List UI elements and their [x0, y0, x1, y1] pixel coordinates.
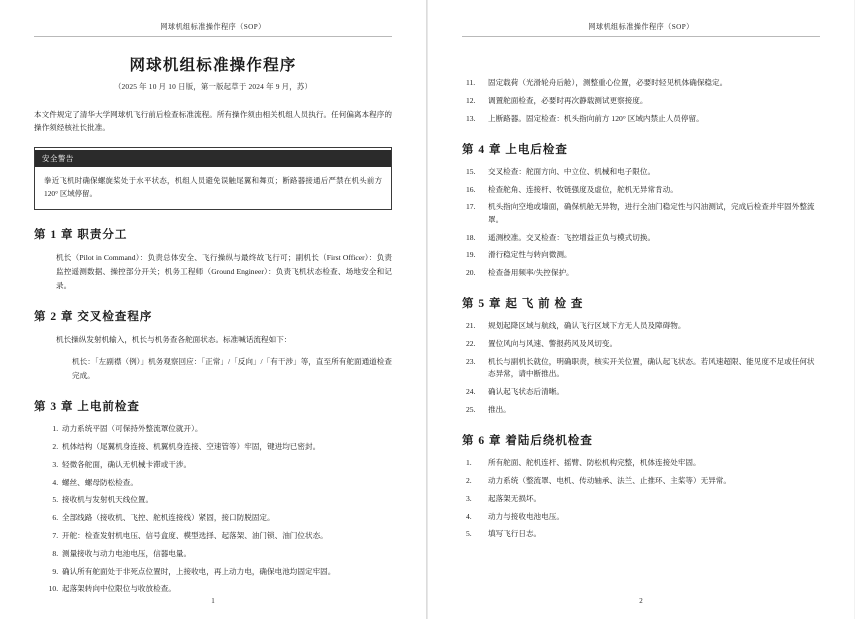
safety-warning-text: 拳近飞机时确保螺旋桨处于水平状态，机组人员避免误触尾翼和舞页；断路器接通后严禁在机头前方 120° 区域停留。	[44, 175, 382, 198]
chapter-3-list	[34, 423, 392, 595]
safety-warning-box	[34, 147, 392, 211]
list-item	[466, 404, 820, 416]
list-item-number: 11.	[466, 78, 476, 87]
page-number-left: 1	[211, 597, 215, 605]
list-item-number: 16.	[466, 184, 476, 194]
chapter-heading-1: 第 1 章 职责分工	[34, 229, 128, 242]
intro-paragraph: 本文件规定了清华大学网球机飞行前后检查标准流程。所有操作须由相关机组人员执行。任何偏离本程序的操作须经核社长批准。	[34, 110, 392, 133]
list-item-text: 动力与接收电池电压。	[488, 511, 564, 521]
list-item	[466, 320, 820, 332]
list-item: 6. 全部线路（接收机、飞控、舵机连接线）紧固，接口防脱固定。	[60, 512, 392, 524]
list-item	[466, 77, 820, 89]
list-item-text: 确认起飞状态后清晰。	[488, 387, 564, 397]
list-item	[466, 95, 820, 107]
list-item-text: 所有舵面、舵机连杆、摇臂、防松机构完整，机体连接处牢固。	[488, 458, 701, 468]
list-item-text: 机头指向空地或墙面，确保机舱无异物，进行全油门稳定性与闪油测试，完成后检查并牢固外整流罩。	[488, 202, 815, 224]
list-item-number: 15.	[466, 166, 476, 176]
list-item: 10. 起落架转向中位限位与收放检查。	[60, 583, 392, 595]
list-item	[466, 166, 820, 178]
list-item-text: 置位风向与风速、警报药风及风切变。	[488, 339, 618, 349]
list-item	[466, 528, 820, 540]
list-item-text: 检查舵角、连接杆、牧链强度及虚位，舵机无异常肯动。	[488, 184, 678, 194]
document-title: 网球机组标准操作程序	[129, 57, 297, 74]
list-item-text: 机长与副机长就位，明确职责，核实开关位置，确认起飞状态。若风速超限、能见度不足或任何状态异常，请中断推出。	[488, 357, 815, 379]
list-item-text: 推出。	[488, 404, 511, 414]
list-item: 3. 轻微各舵面，确认无机械卡滞或干涉。	[60, 459, 392, 471]
chapter-heading-5: 第 5 章 起 飞 前 检 查	[462, 298, 584, 311]
chapter-heading-4: 第 4 章 上电后检查	[462, 143, 568, 156]
list-item-text: 滑行稳定性与转向微测。	[488, 250, 572, 260]
list-item-number: 4.	[466, 511, 472, 521]
running-head-left: 网球机组标准操作程序（SOP）	[34, 22, 392, 37]
list-item	[466, 338, 820, 350]
list-item-number: 19.	[466, 250, 476, 260]
list-item-number: 22.	[466, 339, 476, 349]
list-item: 2. 机体结构（尾翼机身连接、机翼机身连接、空速管等）牢固，键进均已密封。	[60, 441, 392, 453]
chapter-heading-6: 第 6 章 着陆后绕机检查	[462, 435, 593, 448]
list-item-text: 调置舵面检查，必要时再次静载测试更察接度。	[488, 95, 648, 105]
list-item	[466, 201, 820, 226]
list-item	[466, 232, 820, 244]
list-item	[466, 249, 820, 261]
list-item-text: 填写飞行日志。	[488, 529, 542, 539]
list-item: 8. 测量接收与动力电池电压，信器电量。	[60, 548, 392, 560]
list-item-number: 23.	[466, 357, 476, 367]
chapter-2-paragraph-1: 机长操纵发射机输入，机长与机务查各舵面状态。标准喊话流程如下：	[56, 335, 292, 345]
page-number-right: 2	[639, 597, 643, 605]
list-item	[466, 184, 820, 196]
list-item-number: 18.	[466, 232, 476, 242]
list-item-number: 3.	[466, 493, 472, 503]
safety-warning-label: 安全警告	[35, 150, 391, 167]
list-item-number: 2.	[466, 476, 472, 486]
list-item: 7. 开舵：检查发射机电压、信号盒度、模型选择、起落架、油门锁、油门位状态。	[60, 530, 392, 542]
list-item-text: 动力系统（整流罩、电机、传动轴承、法兰、止推环、主桨等）无异常。	[488, 476, 731, 486]
list-item-number: 12.	[466, 95, 476, 105]
list-item-number: 24.	[466, 387, 476, 397]
chapter-4-list	[462, 166, 820, 280]
list-item	[466, 457, 820, 469]
chapter-6-list	[462, 457, 820, 540]
page-right	[427, 0, 854, 619]
list-item-text: 上断路器。固定检查：机头指向前方 120° 区域内禁止人员停留。	[488, 113, 704, 123]
chapter-1-paragraph: 机长（Pilot in Command）：负责总体安全、飞行操纵与最终故飞行可；副机长（First Officer）：负责监控遥测数据、操控部分开关；机务工程师（Ground Engineer）：负责飞机状态检查、场地安全和记录。	[56, 253, 392, 290]
list-item-number: 5.	[466, 529, 472, 539]
continued-list	[462, 77, 820, 125]
list-item-text: 遥测校准。交叉检查：飞控增益正负与模式切换。	[488, 232, 656, 242]
list-item-number: 25.	[466, 404, 476, 414]
list-item-text: 交叉检查：舵面方向、中立位、机械和电子限位。	[488, 166, 656, 176]
list-item: 1. 动力系统平固（可保持外整流罩位就开）。	[60, 423, 392, 435]
list-item-number: 20.	[466, 268, 476, 278]
page-left	[0, 0, 427, 619]
list-item: 5. 接收机与发射机天线位置。	[60, 494, 392, 506]
list-item-text: 固定载荷（光滑轮舟后舱），测整重心位置，必要时轻见机体确保稳定。	[488, 78, 728, 87]
chapter-heading-2: 第 2 章 交叉检查程序	[34, 311, 153, 324]
chapter-5-list	[462, 320, 820, 416]
list-item	[466, 386, 820, 398]
list-item	[466, 475, 820, 487]
list-item-text: 起落架无损坏。	[488, 493, 542, 503]
chapter-2-paragraph-2: 机长：「左副襟（例）」机务观察回应：「正常」/「反向」/「有干涉」等，直至所有舵面通道检查完成。	[72, 356, 392, 380]
list-item-text: 规划起降区域与航线，确认飞行区域下方无人员及障碍物。	[488, 321, 686, 331]
list-item-number: 21.	[466, 321, 476, 331]
running-head-right: 网球机组标准操作程序（SOP）	[462, 22, 820, 37]
list-item-number: 1.	[466, 458, 472, 468]
list-item	[466, 113, 820, 125]
list-item: 4. 螺丝、螺母防松检查。	[60, 477, 392, 489]
list-item	[466, 511, 820, 523]
document-subtitle: （2025 年 10 月 10 日版，第一版起草于 2024 年 9 月，苏）	[113, 82, 313, 91]
list-item-number: 13.	[466, 113, 476, 123]
list-item	[466, 493, 820, 505]
list-item	[466, 356, 820, 381]
list-item-text: 检查备用频率/失控保护。	[488, 268, 574, 278]
list-item-number: 17.	[466, 202, 476, 212]
list-item	[466, 267, 820, 279]
chapter-heading-3: 第 3 章 上电前检查	[34, 401, 140, 414]
list-item: 9. 确认所有舵面处于非死点位置时，上接收电，再上动力电，确保电池均固定牢固。	[60, 566, 392, 578]
